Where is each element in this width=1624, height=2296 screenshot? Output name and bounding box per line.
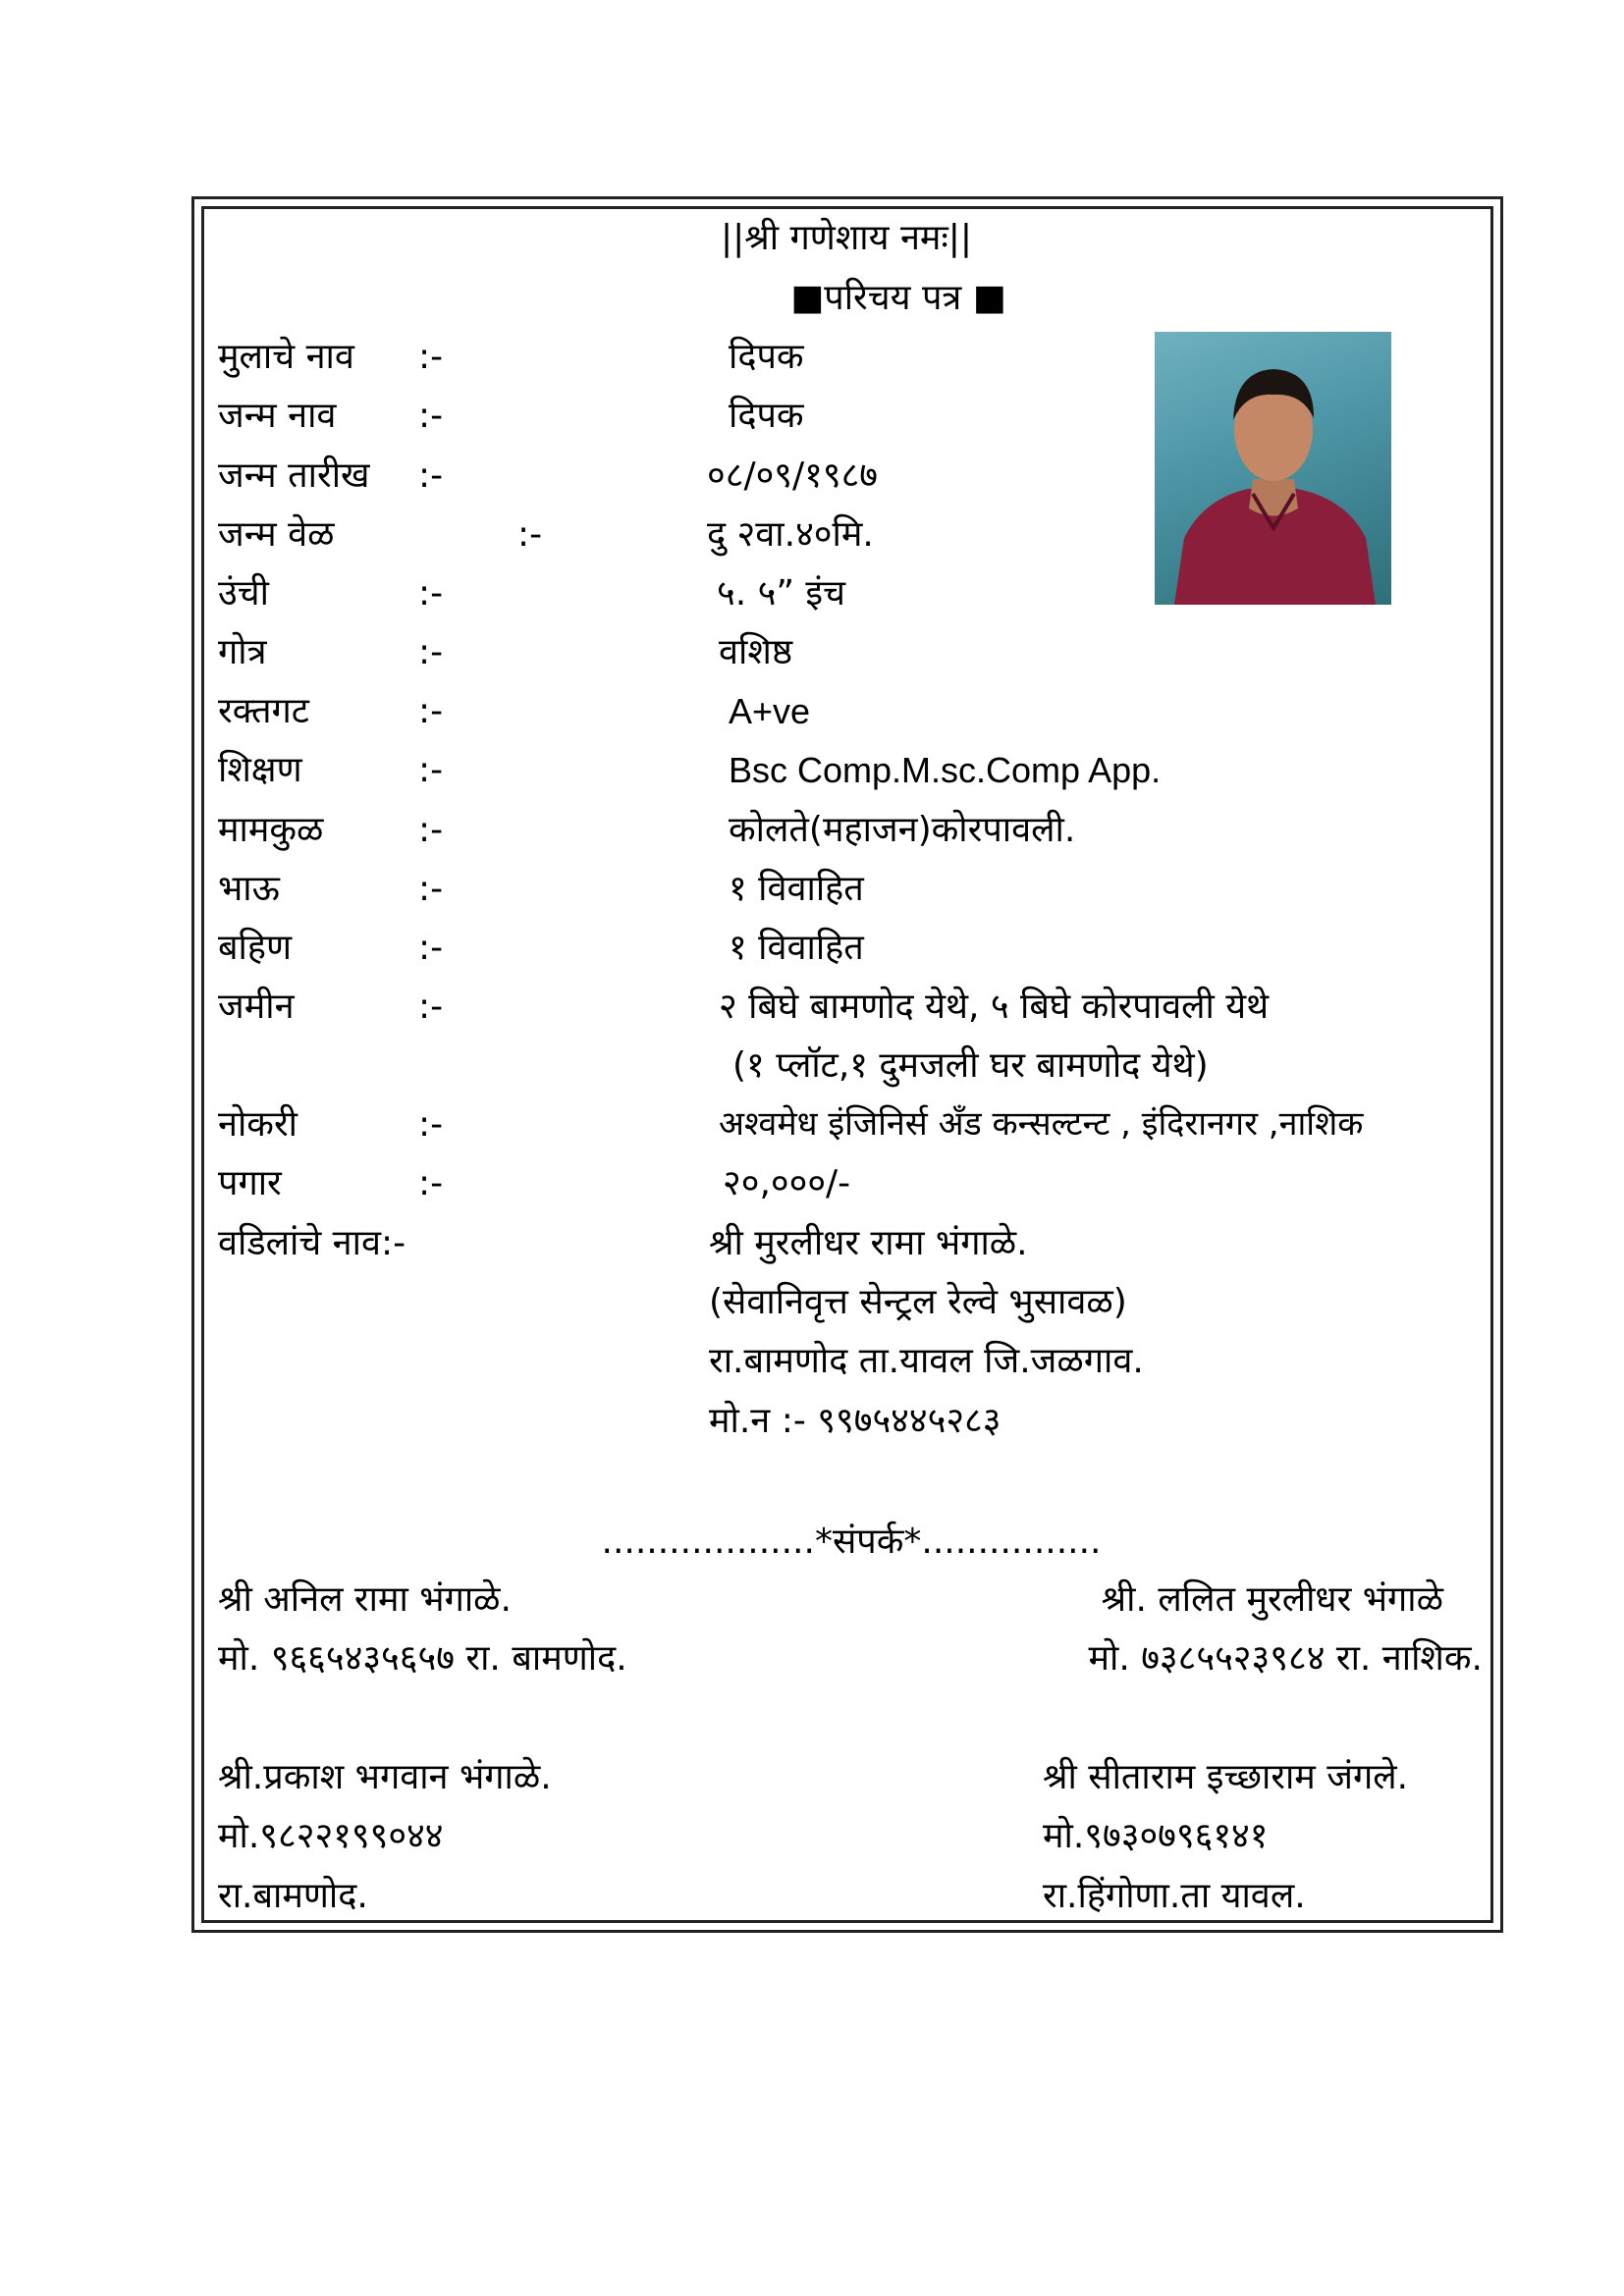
label-boy-name: मुलाचे नाव	[218, 337, 354, 377]
father-address: रा.बामणोद ता.यावल जि.जळगाव.	[709, 1341, 1144, 1381]
separator: :-	[418, 987, 444, 1027]
value-height: ५. ५” इंच	[717, 573, 845, 614]
person-portrait-icon	[1155, 332, 1391, 605]
separator: :-	[418, 455, 444, 496]
contact-1-name: श्री अनिल रामा भंगाळे.	[218, 1579, 512, 1620]
label-height: उंची	[218, 573, 269, 614]
value-land-extra: (१ प्लॉट,१ दुमजली घर बामणोद येथे)	[732, 1045, 1209, 1086]
value-maternal-family: कोलते(महाजन)कोरपावली.	[729, 810, 1076, 850]
value-education: Bsc Comp.M.sc.Comp App.	[729, 750, 1162, 790]
contact-2-name: श्री. ललित मुरलीधर भंगाळे	[1101, 1579, 1443, 1620]
separator: :-	[418, 396, 444, 436]
label-education: शिक्षण	[218, 750, 302, 790]
label-birth-time: जन्म वेळ	[218, 514, 335, 555]
value-boy-name: दिपक	[729, 337, 804, 377]
label-blood-group: रक्तगट	[218, 691, 309, 731]
contact-4-address: रा.हिंगोणा.ता यावल.	[1043, 1876, 1306, 1916]
label-gotra: गोत्र	[218, 632, 267, 672]
separator: :-	[418, 869, 444, 909]
label-job: नोकरी	[218, 1104, 298, 1145]
separator: :-	[418, 337, 444, 377]
contact-3-phone: मो.९८२२१९९०४४	[218, 1816, 444, 1856]
contact-3-address: रा.बामणोद.	[218, 1876, 368, 1916]
invocation-heading: ||श्री गणेशाय नमः||	[721, 218, 972, 258]
label-sister: बहिण	[218, 928, 293, 968]
document-title: ■परिचय पत्र ■	[790, 278, 1006, 318]
father-occupation: (सेवानिवृत्त सेन्ट्रल रेल्वे भुसावळ)	[709, 1282, 1127, 1322]
label-birth-date: जन्म तारीख	[218, 455, 370, 496]
label-salary: पगार	[218, 1163, 282, 1203]
father-name: श्री मुरलीधर रामा भंगाळे.	[709, 1223, 1028, 1263]
value-gotra: वशिष्ठ	[719, 632, 793, 672]
contact-4-name: श्री सीताराम इच्छाराम जंगले.	[1043, 1757, 1409, 1797]
value-job: अश्वमेध इंजिनिर्स अँड कन्सल्टन्ट , इंदिरानगर ,नाशिक	[719, 1104, 1364, 1144]
separator: :-	[418, 928, 444, 968]
value-birth-time: दु २वा.४०मि.	[707, 514, 874, 555]
separator: :-	[418, 750, 444, 790]
profile-photo	[1155, 332, 1391, 605]
contact-heading: ...................*संपर्क*................	[601, 1522, 1102, 1562]
father-mobile: मो.न :- ९९७५४४५२८३	[709, 1401, 1001, 1441]
value-blood-group: A+ve	[729, 691, 811, 731]
label-brother: भाऊ	[218, 869, 280, 909]
separator: :-	[418, 1104, 444, 1145]
value-salary: २०,०००/-	[723, 1163, 851, 1203]
contact-4-phone: मो.९७३०७९६१४१	[1043, 1816, 1269, 1856]
contact-2-phone: मो. ७३८५५२३९८४ रा. नाशिक.	[1088, 1638, 1483, 1679]
separator: :-	[418, 1163, 444, 1203]
value-sister: १ विवाहित	[729, 928, 864, 968]
contact-1-phone: मो. ९६६५४३५६५७ रा. बामणोद.	[218, 1638, 627, 1679]
separator: :-	[418, 810, 444, 850]
contact-3-name: श्री.प्रकाश भगवान भंगाळे.	[218, 1757, 552, 1797]
value-land: २ बिघे बामणोद येथे, ५ बिघे कोरपावली येथे	[719, 987, 1270, 1027]
value-birth-date: ०८/०९/१९८७	[707, 455, 879, 496]
separator: :-	[418, 632, 444, 672]
separator: :-	[517, 514, 543, 555]
label-maternal-family: मामकुळ	[218, 810, 324, 850]
separator: :-	[418, 691, 444, 731]
label-land: जमीन	[218, 987, 295, 1027]
value-brother: १ विवाहित	[729, 869, 864, 909]
value-birth-name: दिपक	[729, 396, 804, 436]
label-father-name: वडिलांचे नाव:-	[218, 1223, 406, 1263]
label-birth-name: जन्म नाव	[218, 396, 337, 436]
separator: :-	[418, 573, 444, 614]
